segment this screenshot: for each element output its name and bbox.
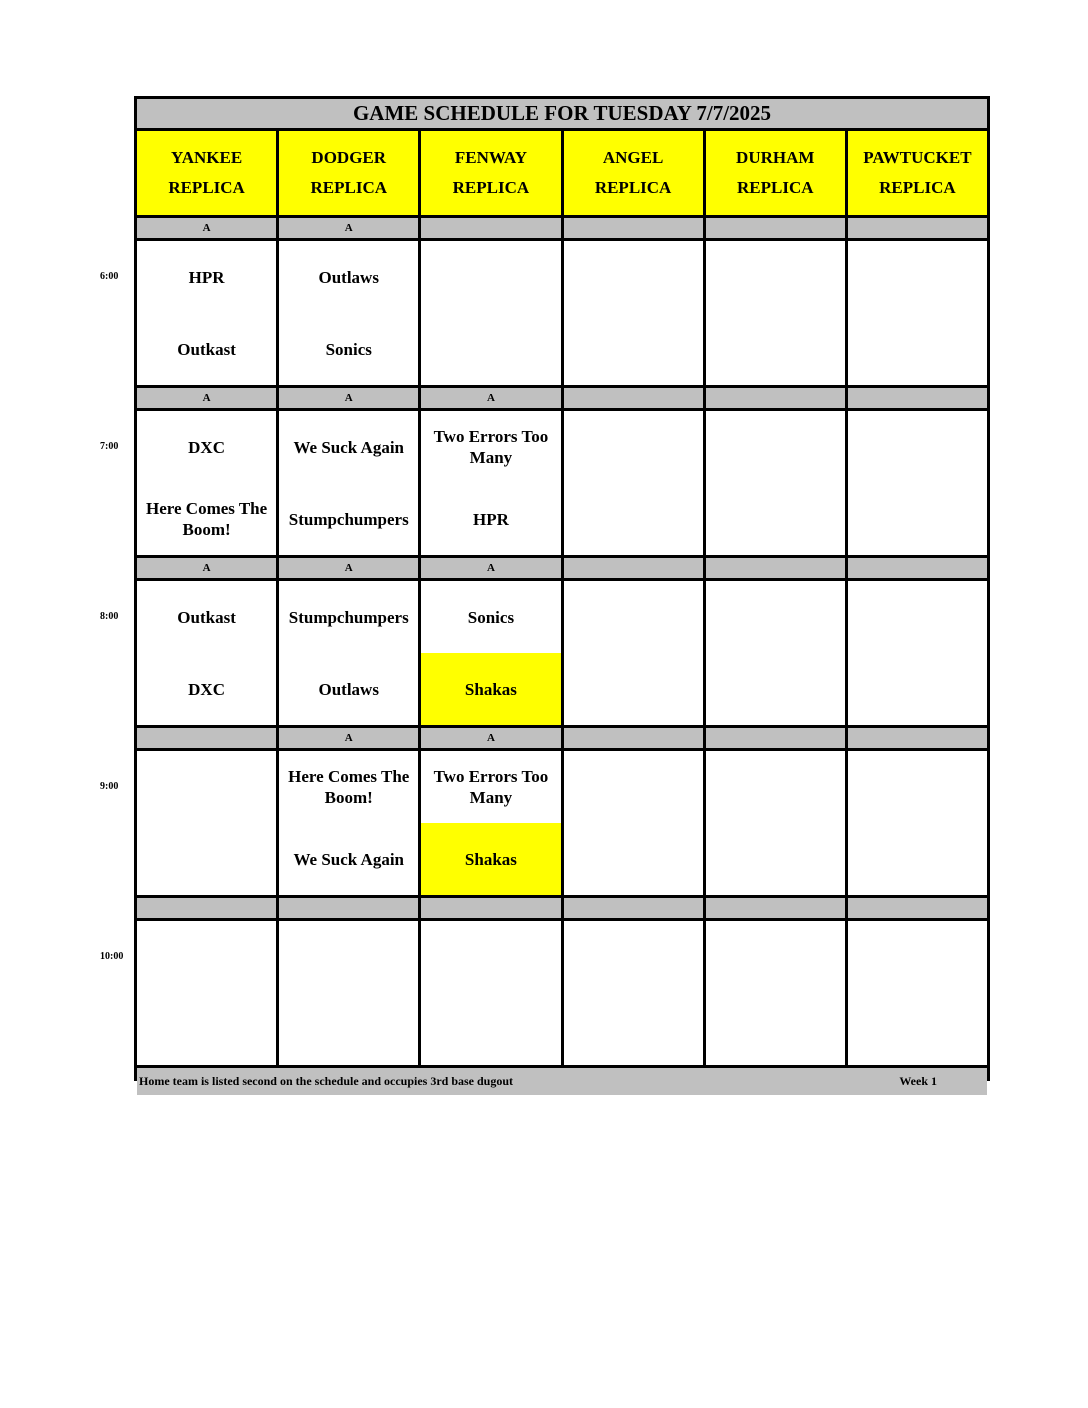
game-cell (848, 751, 987, 895)
slot-label (421, 898, 560, 918)
away-team (706, 581, 845, 653)
away-team: Outkast (177, 607, 236, 627)
field-header (137, 131, 276, 215)
field-name: PAWTUCKET (863, 148, 972, 167)
home-team: Sonics (325, 339, 372, 359)
slot-label (848, 898, 987, 918)
slot-label (706, 388, 845, 408)
slot-label: A (279, 558, 418, 578)
home-team (848, 313, 987, 385)
slot-label (848, 558, 987, 578)
away-team: Two Errors Too Many (433, 427, 549, 467)
game-cell (564, 751, 703, 895)
slot-label: A (279, 388, 418, 408)
away-team (848, 241, 987, 313)
game-cell (279, 581, 418, 725)
time-labels (0, 0, 134, 1100)
slot-label (564, 728, 703, 748)
game-cell (706, 921, 845, 1065)
field-name: YANKEE (170, 148, 243, 167)
slot-label: A (137, 388, 276, 408)
home-team (421, 313, 560, 385)
home-team: Shakas (421, 823, 560, 895)
field-subtitle: REPLICA (879, 178, 956, 197)
home-team (848, 653, 987, 725)
home-team (706, 823, 845, 895)
game-cell (706, 241, 845, 385)
away-team (564, 921, 703, 993)
field-header (421, 131, 560, 215)
game-cell (848, 411, 987, 555)
slot-label (564, 558, 703, 578)
away-team: Outlaws (318, 267, 379, 287)
home-team (137, 993, 276, 1065)
away-team: DXC (188, 437, 225, 457)
home-team (848, 483, 987, 555)
away-team (564, 751, 703, 823)
home-team (279, 993, 418, 1065)
slot-label: A (421, 558, 560, 578)
game-cell (137, 411, 276, 555)
game-cell (421, 921, 560, 1065)
slot-label (706, 558, 845, 578)
away-team: Stumpchumpers (288, 607, 409, 627)
time-label: 6:00 (100, 271, 119, 282)
away-team (279, 921, 418, 993)
game-cell (137, 581, 276, 725)
away-team: Here Comes The Boom! (288, 767, 410, 807)
slot-label (137, 728, 276, 748)
game-cell (279, 411, 418, 555)
game-cell (279, 921, 418, 1065)
game-cell (706, 751, 845, 895)
slot-label: A (279, 728, 418, 748)
away-team (137, 921, 276, 993)
away-team (848, 581, 987, 653)
slot-label (848, 218, 987, 238)
field-name: DURHAM (736, 148, 815, 167)
away-team (564, 581, 703, 653)
slot-label: A (421, 728, 560, 748)
away-team (564, 411, 703, 483)
game-cell (421, 581, 560, 725)
field-subtitle: REPLICA (310, 178, 387, 197)
schedule-table (134, 96, 990, 1088)
game-cell (848, 921, 987, 1065)
game-cell (137, 921, 276, 1065)
home-team (706, 483, 845, 555)
slot-label (564, 898, 703, 918)
field-subtitle: REPLICA (452, 178, 530, 197)
home-team: We Suck Again (293, 849, 405, 869)
game-cell (279, 241, 418, 385)
home-team: Here Comes The Boom! (145, 499, 268, 539)
away-team (706, 751, 845, 823)
away-team (137, 751, 276, 823)
schedule-footer (137, 1068, 987, 1095)
home-team: Stumpchumpers (288, 509, 409, 529)
slot-label (848, 388, 987, 408)
home-team (848, 823, 987, 895)
field-subtitle: REPLICA (168, 178, 245, 197)
home-team (706, 313, 845, 385)
week-label: Week 1 (899, 1074, 937, 1088)
slot-label (848, 728, 987, 748)
schedule-title: GAME SCHEDULE FOR TUESDAY 7/7/2025 (137, 99, 987, 128)
game-cell (279, 751, 418, 895)
home-team (564, 823, 703, 895)
home-team (564, 653, 703, 725)
slot-label: A (421, 388, 560, 408)
home-team (137, 823, 276, 895)
home-team (706, 993, 845, 1065)
field-header (564, 131, 703, 215)
field-subtitle: REPLICA (594, 178, 672, 197)
field-name: ANGEL (602, 148, 664, 167)
game-cell (564, 581, 703, 725)
away-team (421, 241, 560, 313)
game-cell (848, 241, 987, 385)
slot-label (564, 218, 703, 238)
slot-label (421, 218, 560, 238)
slot-label (706, 898, 845, 918)
field-header (706, 131, 845, 215)
away-team: We Suck Again (293, 437, 405, 457)
time-label: 8:00 (100, 611, 119, 622)
slot-label (706, 728, 845, 748)
game-cell (706, 411, 845, 555)
away-team (421, 921, 560, 993)
home-team: Outlaws (318, 679, 379, 699)
field-name: FENWAY (454, 148, 527, 167)
game-cell (137, 241, 276, 385)
away-team (848, 751, 987, 823)
away-team: Two Errors Too Many (433, 767, 549, 807)
away-team (706, 921, 845, 993)
away-team (848, 411, 987, 483)
home-team: Shakas (421, 653, 560, 725)
home-team (706, 653, 845, 725)
slot-label: A (279, 218, 418, 238)
home-team (564, 313, 703, 385)
field-header (848, 131, 987, 215)
away-team: Sonics (467, 607, 515, 627)
away-team (706, 241, 845, 313)
slot-label (706, 218, 845, 238)
field-name: DODGER (311, 148, 387, 167)
away-team (564, 241, 703, 313)
time-label: 10:00 (100, 951, 124, 962)
game-cell (564, 241, 703, 385)
game-cell (421, 411, 560, 555)
game-cell (848, 581, 987, 725)
slot-label: A (137, 218, 276, 238)
game-cell (421, 241, 560, 385)
field-header (279, 131, 418, 215)
slot-label: A (137, 558, 276, 578)
home-team: DXC (188, 679, 225, 699)
game-cell (421, 751, 560, 895)
home-team (564, 483, 703, 555)
home-team: Outkast (177, 339, 236, 359)
footer-note: Home team is listed second on the schedule and occupies 3rd base dugout (139, 1074, 514, 1088)
away-team (848, 921, 987, 993)
field-subtitle: REPLICA (736, 178, 814, 197)
home-team: HPR (472, 509, 509, 529)
game-cell (564, 411, 703, 555)
away-team: HPR (188, 267, 225, 287)
home-team (564, 993, 703, 1065)
away-team (706, 411, 845, 483)
game-cell (564, 921, 703, 1065)
game-cell (706, 581, 845, 725)
slot-label (137, 898, 276, 918)
slot-label (564, 388, 703, 408)
time-label: 9:00 (100, 781, 119, 792)
home-team (848, 993, 987, 1065)
time-label: 7:00 (100, 441, 119, 452)
home-team (421, 993, 560, 1065)
slot-label (279, 898, 418, 918)
game-cell (137, 751, 276, 895)
